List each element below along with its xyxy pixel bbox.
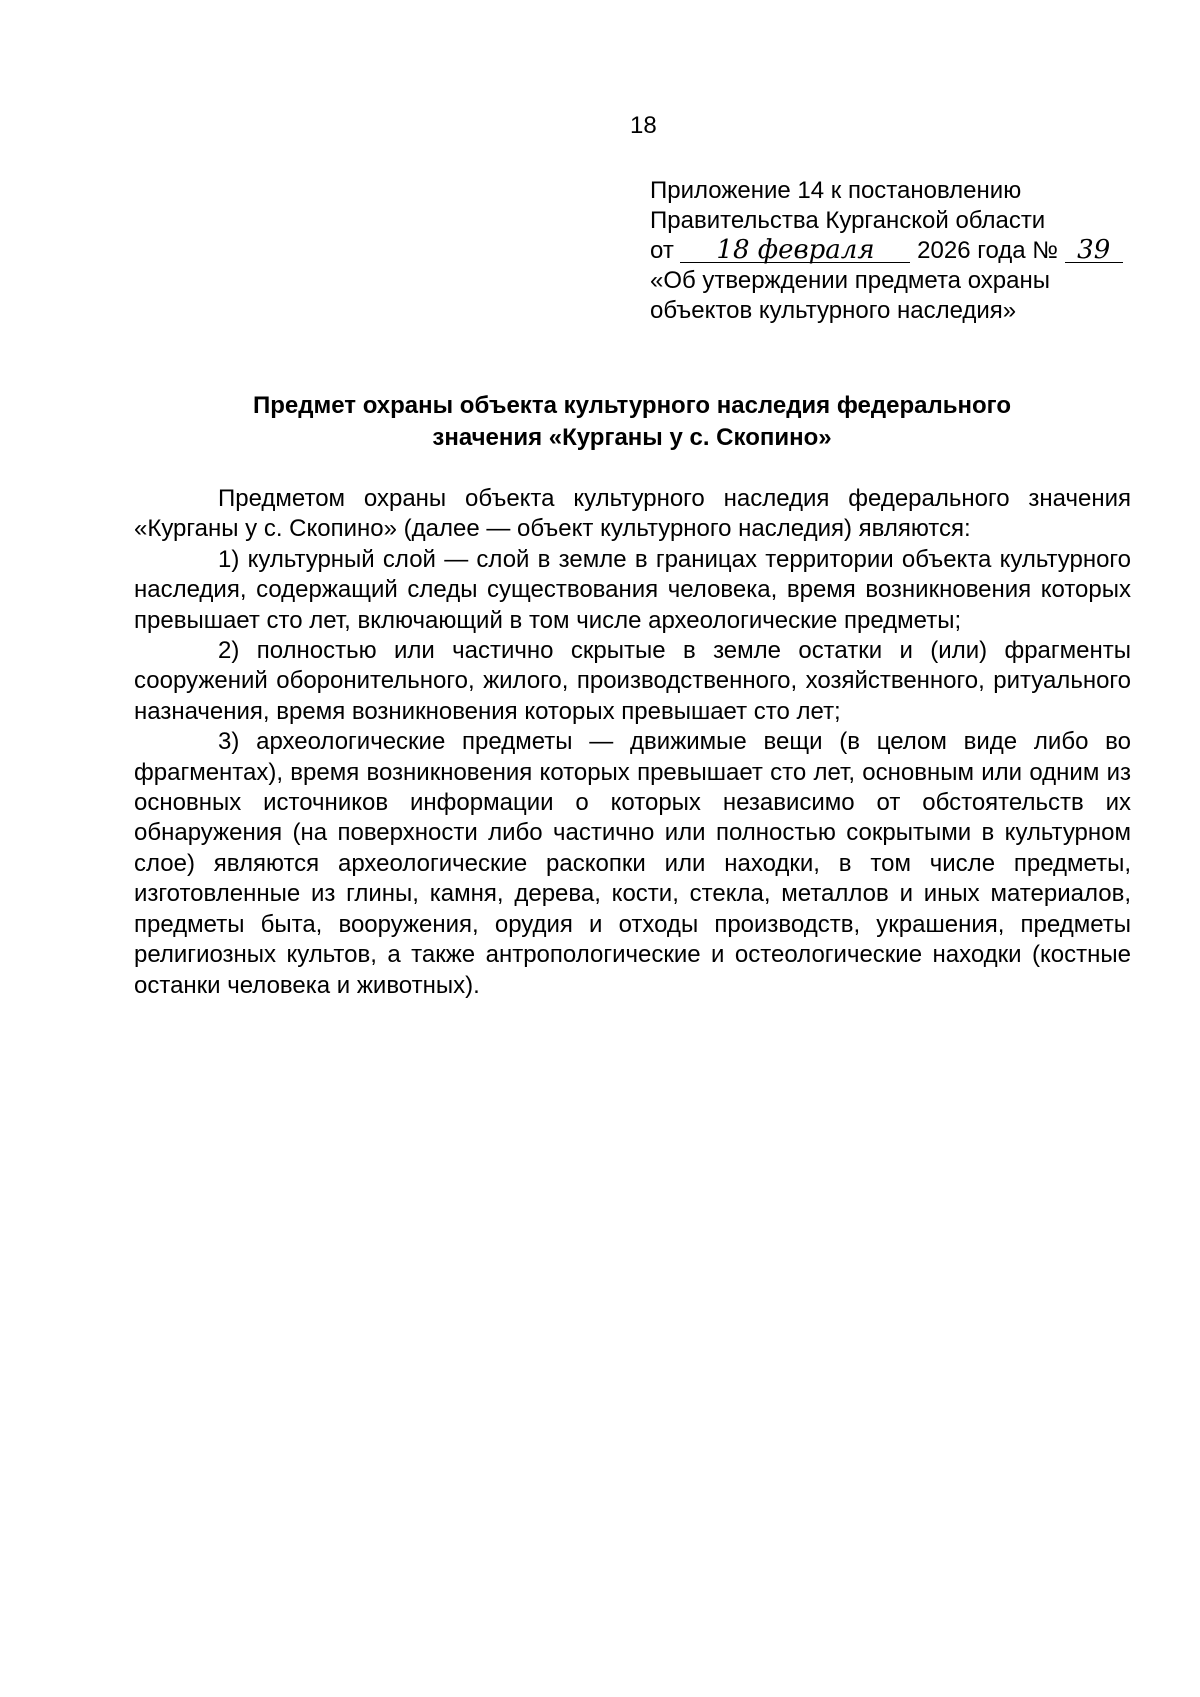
page-number: 18 xyxy=(630,112,657,139)
year-text: 2026 года № xyxy=(917,237,1059,264)
item-3-paragraph: 3) археологические предметы — движимые вещи (в целом виде либо во фрагментах), время возникновения которых превышает сто лет, основным или одним из основных источников информации о которых независимо от обстоятельств их обнаружения (на поверхности либо частично или полностью сокрытыми в культурном слое) являются археологические раскопки или находки, в том числе предметы, изготовленные из глины, камня, дерева, кости, стекла, металлов и иных материалов, предметы быта, вооружения, орудия и отходы производств, украшения, предметы религиозных культов, а также антропологические и остеологические находки (костные останки человека и животных). xyxy=(134,728,1131,999)
handwritten-number: 39 xyxy=(1065,238,1123,263)
appendix-line-4: «Об утверждении предмета охраны xyxy=(650,267,1050,294)
document-title xyxy=(132,390,1132,454)
item-1-paragraph: 1) культурный слой — слой в земле в границах территории объекта культурного наследия, содержащий следы существования человека, время возникновения которых превышает сто лет, включающий в том числе археологические предметы; xyxy=(134,545,1131,634)
title-line-2: значения «Курганы у с. Скопино» xyxy=(432,424,832,451)
intro-paragraph: Предметом охраны объекта культурного наследия федерального значения «Курганы у с. Скопино» (далее — объект культурного наследия) являются: xyxy=(134,485,1131,543)
appendix-header xyxy=(650,176,1130,326)
from-prefix: от xyxy=(650,237,674,264)
appendix-date-line xyxy=(650,236,1130,266)
document-body xyxy=(134,484,1131,1001)
handwritten-date: 18 февраля xyxy=(680,238,910,263)
title-line-1: Предмет охраны объекта культурного наследия федерального xyxy=(253,392,1011,419)
appendix-line-5: объектов культурного наследия» xyxy=(650,297,1017,324)
appendix-line-2: Правительства Курганской области xyxy=(650,207,1046,234)
appendix-line-1: Приложение 14 к постановлению xyxy=(650,177,1022,204)
item-2-paragraph: 2) полностью или частично скрытые в земле остатки и (или) фрагменты сооружений оборонительного, жилого, производственного, хозяйственного, ритуального назначения, время возникновения которых превышает сто лет; xyxy=(134,637,1131,725)
